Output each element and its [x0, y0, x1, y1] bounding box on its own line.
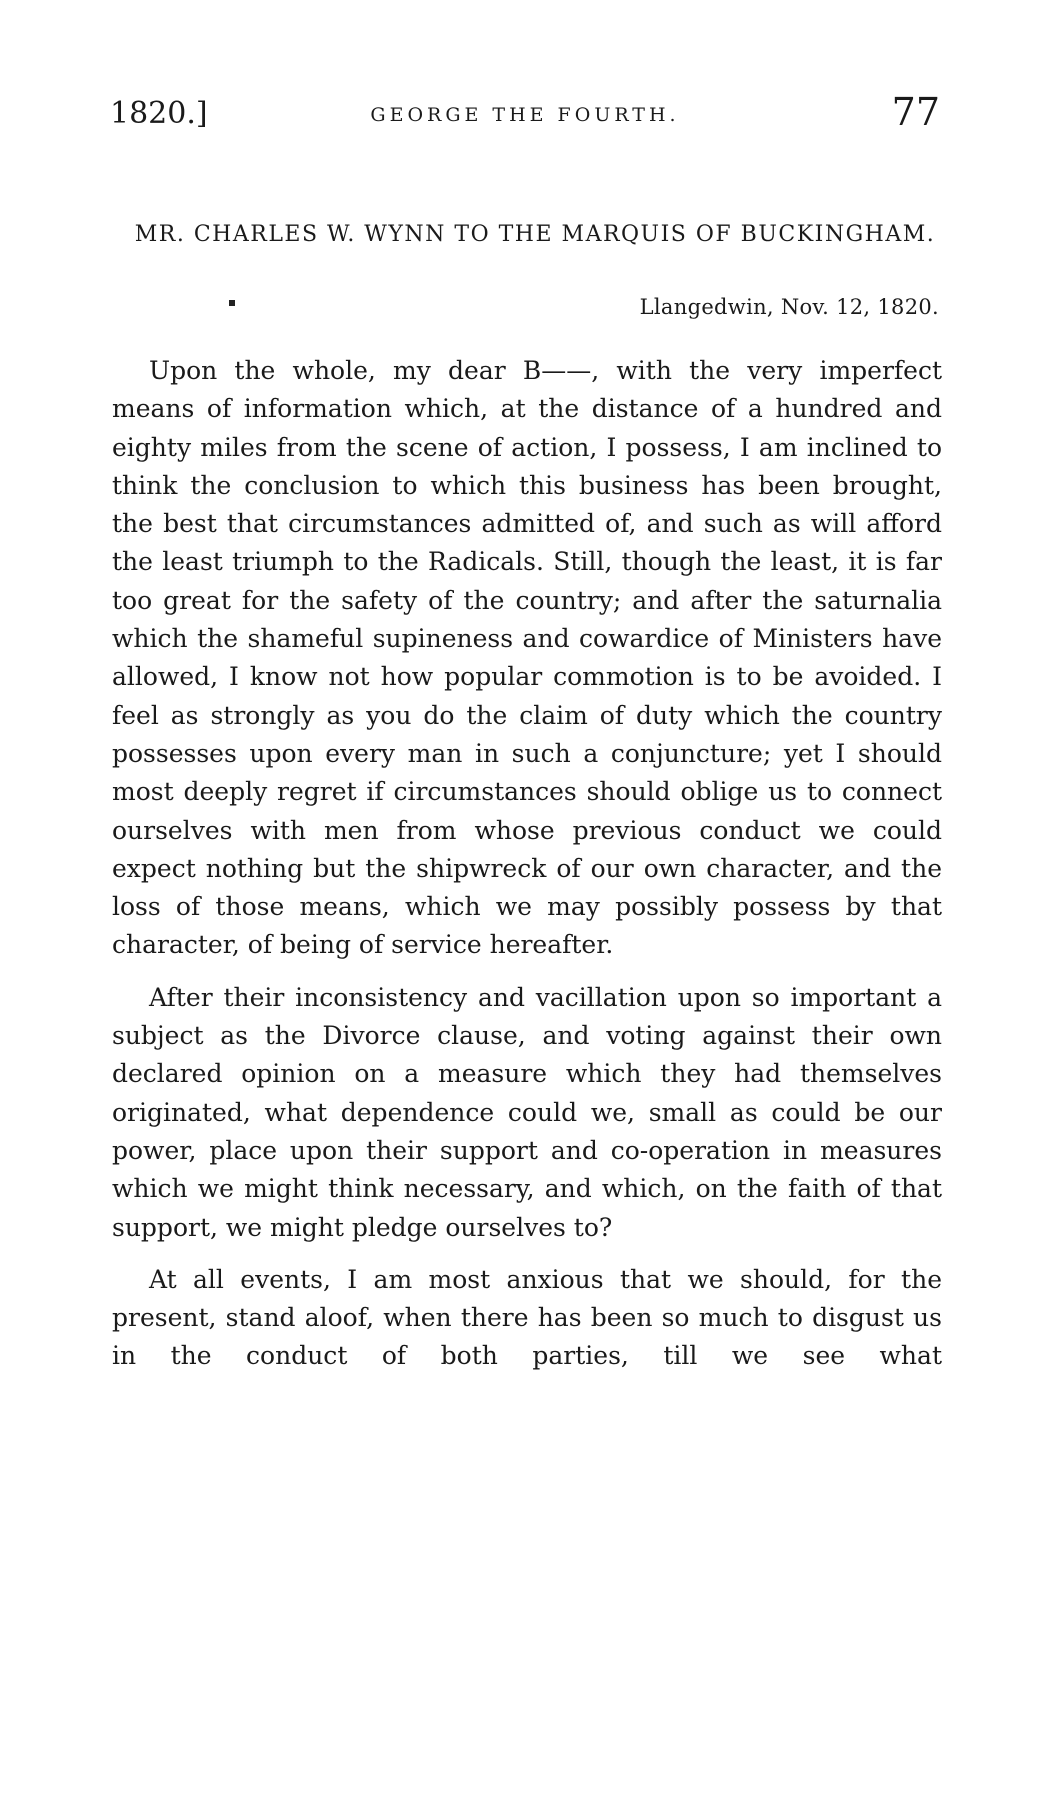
paragraph-3: At all events, I am most anxious that we should, for the present, stand aloof, when there has been so much to disgust us in the conduct of both parties, till we see what: [112, 1264, 942, 1371]
paragraph-1: Upon the whole, my dear B——, with the very imperfect means of information which, at the distance of a hundred and eighty miles from the scene of action, I possess, I am inclined to think the conclusion to which this business has been brought, the best that circumstances admitted of, and such as will afford the least triumph to the Radicals. Still, though the least, it is far too great for the safety of the country; and after the saturnalia which the shameful supineness and cowardice of Ministers have allowed, I know not how popular commotion is to be avoided. I feel as strongly as you do the claim of duty which the country possesses upon every man in such a conjuncture; yet I should most deeply regret if circumstances should oblige us to connect ourselves with men from whose previous conduct we could expect nothing but the shipwreck of our own character, and the loss of those means, which we may possibly possess by that character, of being of service hereafter.: [112, 356, 942, 960]
running-head-title: GEORGE THE FOURTH.: [370, 104, 680, 126]
printer-mark: [229, 300, 235, 306]
letter-dateline: Llangedwin, Nov. 12, 1820.: [639, 295, 939, 319]
running-head-year: 1820.]: [110, 96, 208, 131]
page-number: 77: [891, 90, 940, 134]
paragraph-2: After their inconsistency and vacillation upon so important a subject as the Divorce clause, and voting against their own declared opinion on a measure which they had themselves originated, what dependence could we, small as could be our power, place upon their support and co-operation in measures which we might think necessary, and which, on the faith of that support, we might pledge ourselves to?: [112, 982, 942, 1242]
letter-heading: MR. CHARLES W. WYNN TO THE MARQUIS OF BUCKINGHAM.: [134, 222, 936, 247]
running-head: [110, 92, 940, 142]
letter-body: [112, 352, 942, 1376]
